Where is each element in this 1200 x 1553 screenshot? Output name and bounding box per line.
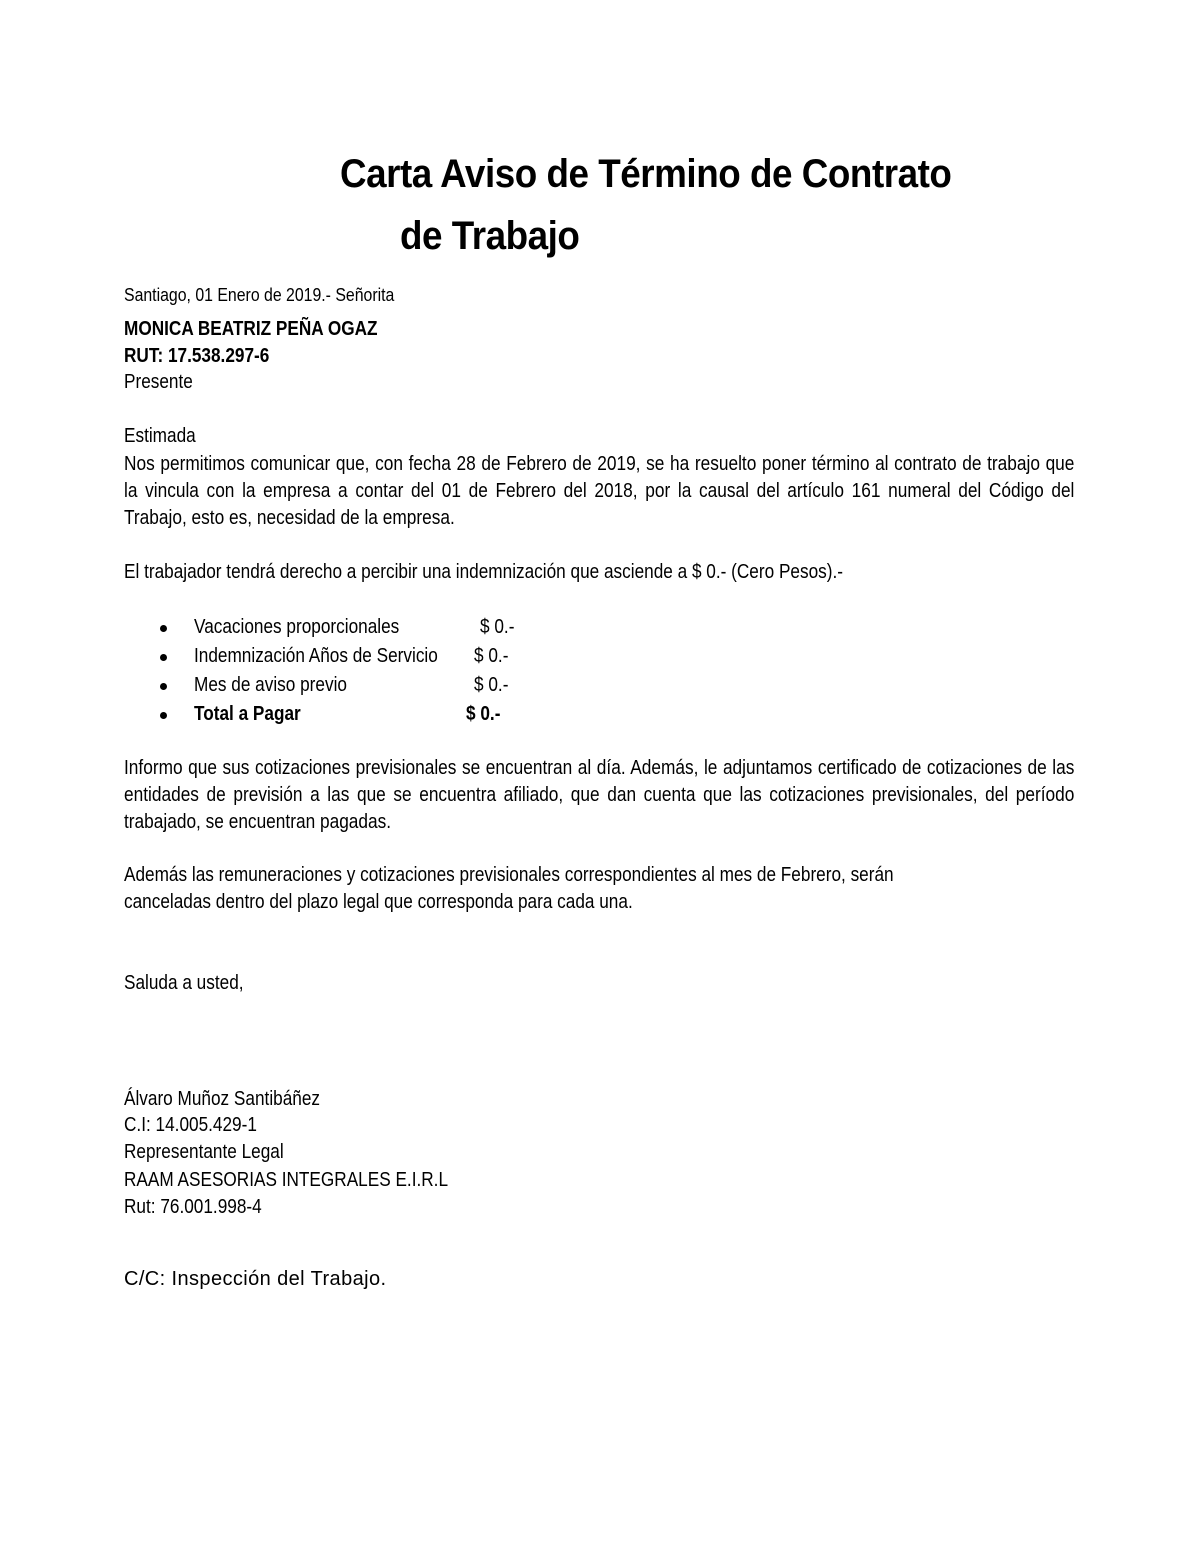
paragraph-remunerations-line-2: canceladas dentro del plazo legal que corresponda para cada una. xyxy=(124,891,633,913)
item-amount: $ 0.- xyxy=(474,674,509,696)
recipient-name: MONICA BEATRIZ PEÑA OGAZ xyxy=(124,318,378,340)
item-amount: $ 0.- xyxy=(480,616,515,638)
signer-name: Álvaro Muñoz Santibáñez xyxy=(124,1088,321,1110)
item-label: Indemnización Años de Servicio xyxy=(194,645,438,667)
company-rut: Rut: 76.001.998-4 xyxy=(124,1196,262,1218)
signer-role: Representante Legal xyxy=(124,1141,284,1163)
carbon-copy: C/C: Inspección del Trabajo. xyxy=(124,1268,387,1290)
recipient-rut: RUT: 17.538.297-6 xyxy=(124,345,270,367)
bullet-icon xyxy=(160,654,167,661)
greeting: Estimada xyxy=(124,425,196,447)
item-label: Mes de aviso previo xyxy=(194,674,347,696)
bullet-icon xyxy=(160,683,167,690)
bullet-icon xyxy=(160,625,167,632)
item-amount: $ 0.- xyxy=(466,703,501,725)
paragraph-contributions-text: Informo que sus cotizaciones previsionales se encuentran al día. Además, le adjuntamos certificado de cotizaciones de las entidades de previsión a las que se encuentra afiliado, que dan cuenta que las cotizaciones previsionales, del período trabajado, se encuentran pagadas. xyxy=(124,757,1075,833)
bullet-icon xyxy=(160,712,167,719)
paragraph-remunerations-line-1: Además las remuneraciones y cotizaciones previsionales correspondientes al mes de Febrero, serán xyxy=(124,864,894,886)
company-name: RAAM ASESORIAS INTEGRALES E.I.R.L xyxy=(124,1169,449,1191)
signer-ci: C.I: 14.005.429-1 xyxy=(124,1114,257,1136)
item-label: Vacaciones proporcionales xyxy=(194,616,400,638)
place-date: Santiago, 01 Enero de 2019.- Señorita xyxy=(124,285,395,305)
paragraph-contributions xyxy=(124,755,1074,836)
item-label: Total a Pagar xyxy=(194,703,301,725)
document-title-line-2: de Trabajo xyxy=(400,214,580,258)
closing: Saluda a usted, xyxy=(124,972,244,994)
paragraph-termination-text: Nos permitimos comunicar que, con fecha 28 de Febrero de 2019, se ha resuelto poner término al contrato de trabajo que la vincula con la empresa a contar del 01 de Febrero del 2018, por la causal del artículo 161 numeral del Código del Trabajo, esto es, necesidad de la empresa. xyxy=(124,453,1075,529)
document-title-line-1: Carta Aviso de Término de Contrato xyxy=(340,152,952,196)
presente: Presente xyxy=(124,371,193,393)
item-amount: $ 0.- xyxy=(474,645,509,667)
paragraph-indemnization: El trabajador tendrá derecho a percibir una indemnización que asciende a $ 0.- (Cero Pesos).- xyxy=(124,561,843,583)
paragraph-termination xyxy=(124,451,1074,532)
